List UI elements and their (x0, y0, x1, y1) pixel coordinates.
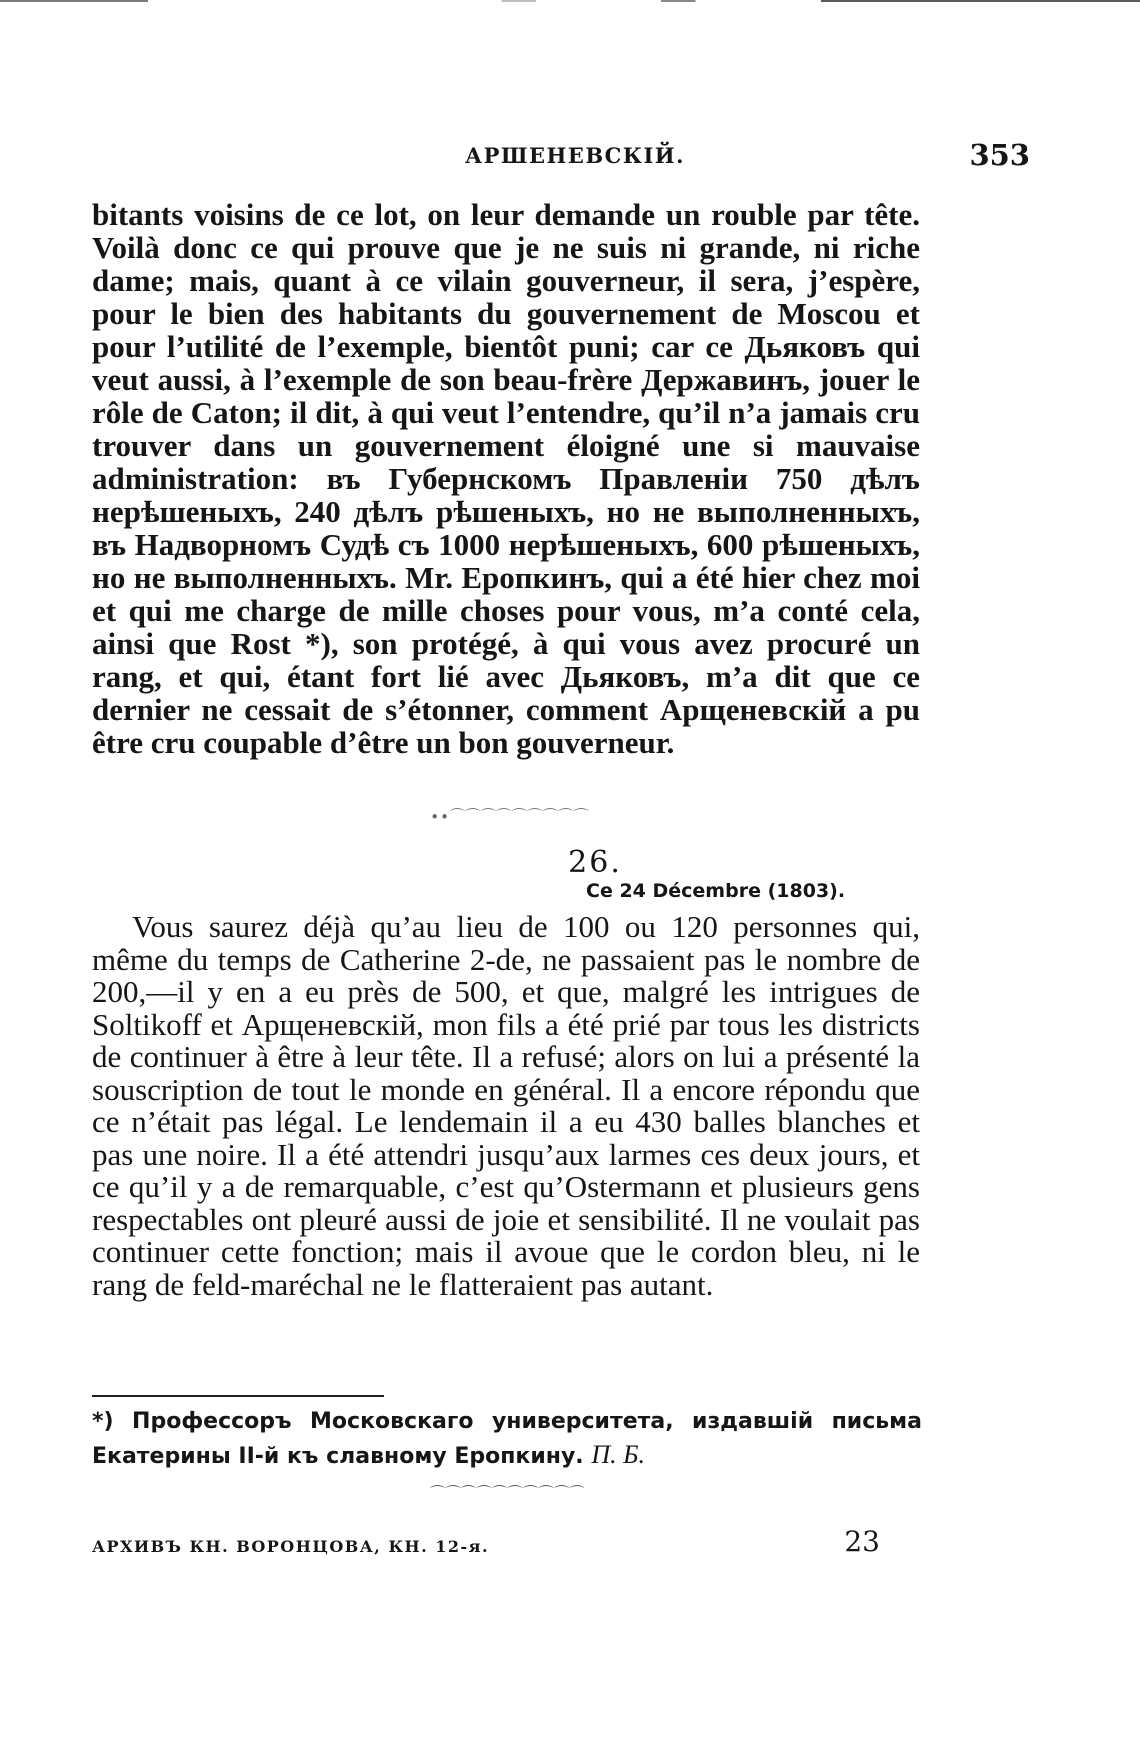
footnote-initials: П. Б. (591, 1440, 645, 1469)
letter-number: 26. (568, 845, 622, 880)
signature-number: 23 (844, 1525, 880, 1558)
running-head (90, 138, 1060, 179)
footer-ornament-divider: ⌒⌒⌒⌒⌒⌒⌒⌒⌒⌒ (430, 1484, 586, 1502)
letter-date: Ce 24 Décembre (1803). (586, 880, 846, 902)
footnote-rule (92, 1395, 384, 1397)
page-number: 353 (969, 138, 1030, 172)
letter-25-continuation: bitants voisins de ce lot, on leur demande un rouble par tête. Voilà donc ce qui prouve que je ne suis ni grande, ni riche dame; mais, quant à ce vilain gouverneur, il sera, j’espère, pour le bien des habitants du gouvernement de Moscou et pour l’utilité de l’exemple, bientôt puni; car ce Дьяковъ qui veut aussi, à l’exemple de son beau-frère Державинъ, jouer le rôle de Caton; il dit, à qui veut l’entendre, qu’il n’a jamais cru trouver dans un gouvernement éloigné une si mauvaise administration: въ Губернскомъ Правленіи 750 дѣлъ нерѣшеныхъ, 240 дѣлъ рѣшеныхъ, но не выполненныхъ, въ Надворномъ Судѣ съ 1000 нерѣшеныхъ, 600 рѣшеныхъ, но не выполненныхъ. Mr. Еропкинъ, qui a été hier chez moi et qui me charge de mille choses pour vous, m’a conté cela, ainsi que Rost *), son protégé, à qui vous avez procuré un rang, et qui, étant fort lié avec Дьяковъ, m’a dit que ce dernier ne cessait de s’étonner, comment Арщеневскій a pu être cru coupable d’être un bon gouverneur. (92, 197, 920, 760)
footnote (92, 1405, 922, 1473)
letter-26-text: Vous saurez déjà qu’au lieu de 100 ou 120 personnes qui, même du temps de Catherine 2-de, ne passaient pas le nombre de 200,—il y en a eu près de 500, et que, malgré les intrigues de Soltikoff et Арщеневскій, mon fils a été prié par tous les districts de continuer à être à leur tête. Il a refusé; alors on lui a présenté la souscription de tout le monde en général. Il a encore répondu que ce n’était pas légal. Le lendemain il a eu 430 balles blanches et pas une noire. Il a été attendri jusqu’aux larmes ces deux jours, et ce qu’il y a de remarquable, c’est qu’Ostermann et plusieurs gens respectables ont pleuré aussi de joie et sensibilité. Il ne voulait pas continuer cette fonction; mais il avoue que le cordon bleu, ni le rang de feld-maréchal ne le flatteraient pas autant. (92, 909, 920, 1302)
signature-text: АРХИВЪ КН. ВОРОНЦОВА, КН. 12-я. (92, 1537, 490, 1556)
scan-top-edge (0, 0, 1140, 2)
section-ornament-divider: ∙∙⌒⌒⌒⌒⌒⌒⌒⌒⌒ (430, 807, 590, 825)
signature-line (92, 1525, 912, 1559)
footnote-text: *) Профессоръ Московскаго университета, издавшій письма Екатерины II-й къ славному Еропкину. (92, 1409, 922, 1469)
running-title: АРШЕНЕВСКІЙ. (465, 143, 685, 168)
